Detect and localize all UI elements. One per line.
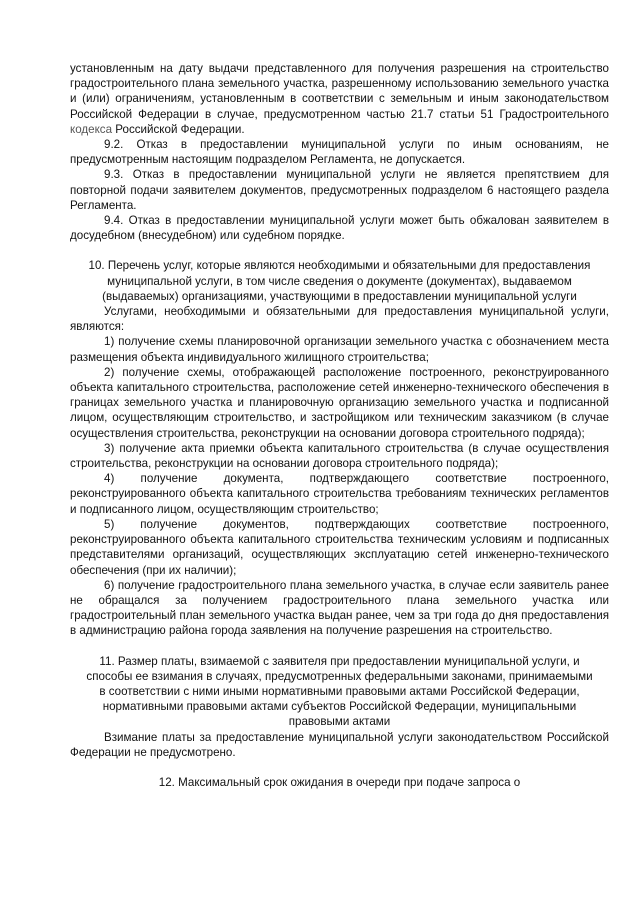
section-10-item-2: 2) получение схемы, отображающей расположение построенного, реконструированного объекта капитального строительства, расположение сетей инженерно-технического обеспечения в границах земельного участка и планировочную организацию земельного участка и подписанной лицом, осуществляющим строительство, и застройщиком или техническим заказчиком (в случае осуществления строительства, реконструкции на основании договора строительного подряда); xyxy=(70,365,609,440)
paragraph-9-2: 9.2. Отказ в предоставлении муниципальной услуги по иным основаниям, не предусмотренным настоящим подразделом Регламента, не допускается. xyxy=(70,138,609,167)
section-10-heading: 10. Перечень услуг, которые являются необходимыми и обязательными для предоставления муниципальной услуги, в том числе сведения о документе (документах), выдаваемом (выдаваемых) организациями, участвующими в предоставлении муниципальной услуги xyxy=(88,259,591,303)
section-10-item-1: 1) получение схемы планировочной организации земельного участка с обозначением места размещения объекта индивидуального жилищного строительства; xyxy=(70,335,609,364)
paragraph-continuation xyxy=(70,61,609,137)
section-11-heading: 11. Размер платы, взимаемой с заявителя при предоставлении муниципальной услуги, и способы ее взимания в случаях, предусмотренных федеральными законами, принимаемыми в соответствии с ними иными нормативными правовыми актами Российской Федерации, нормативными правовыми актами субъектов Российской Федерации, муниципальными правовыми актами xyxy=(86,654,593,729)
section-10-intro: Услугами, необходимыми и обязательными для предоставления муниципальной услуги, являются: xyxy=(70,305,609,334)
code-link[interactable]: кодекса xyxy=(70,122,113,136)
paragraph-9-3: 9.3. Отказ в предоставлении муниципальной услуги не является препятствием для повторной подачи заявителем документов, предусмотренных подразделом 6 настоящего раздела Регламента. xyxy=(70,168,609,212)
paragraph-9-4: 9.4. Отказ в предоставлении муниципальной услуги может быть обжалован заявителем в досудебном (внесудебном) или судебном порядке. xyxy=(70,214,609,243)
paragraph-text: установленным на дату выдачи представленного для получения разрешения на строительство градостроительного плана земельного участка, разрешенному использованию земельного участка и (или) ограничениям, установленным в соответствии с земельным и иным законодательством Российской Федерации в случае, предусмотренном частью 21.7 статьи 51 Градостроительного xyxy=(70,62,609,121)
section-10-item-6: 6) получение градостроительного плана земельного участка, в случае если заявитель ранее не обращался за получением градостроительного плана земельного участка или градостроительный план земельного участка выдан ранее, чем за три года до дня предоставления в администрацию района города заявления на получение разрешения на строительство. xyxy=(70,578,609,638)
section-10-item-5: 5) получение документов, подтверждающих соответствие построенного, реконструированного объекта капитального строительства техническим условиям и подписанных представителями организаций, осуществляющих эксплуатацию сетей инженерно-технического обеспечения (при их наличии); xyxy=(70,517,609,577)
paragraph-text-end: Российской Федерации. xyxy=(112,122,245,136)
section-11-body: Взимание платы за предоставление муниципальной услуги законодательством Российской Федерации не предусмотрено. xyxy=(70,730,609,759)
document-body xyxy=(70,61,609,790)
section-10-item-4: 4) получение документа, подтверждающего соответствие построенного, реконструированного объекта капитального строительства требованиям технических регламентов и подписанного лицом, осуществляющим строительство; xyxy=(70,472,609,516)
section-12-heading: 12. Максимальный срок ожидания в очереди при подаче запроса о xyxy=(158,775,521,789)
section-10-item-3: 3) получение акта приемки объекта капитального строительства (в случае осуществления строительства, реконструкции на основании договора строительного подряда); xyxy=(70,441,609,471)
